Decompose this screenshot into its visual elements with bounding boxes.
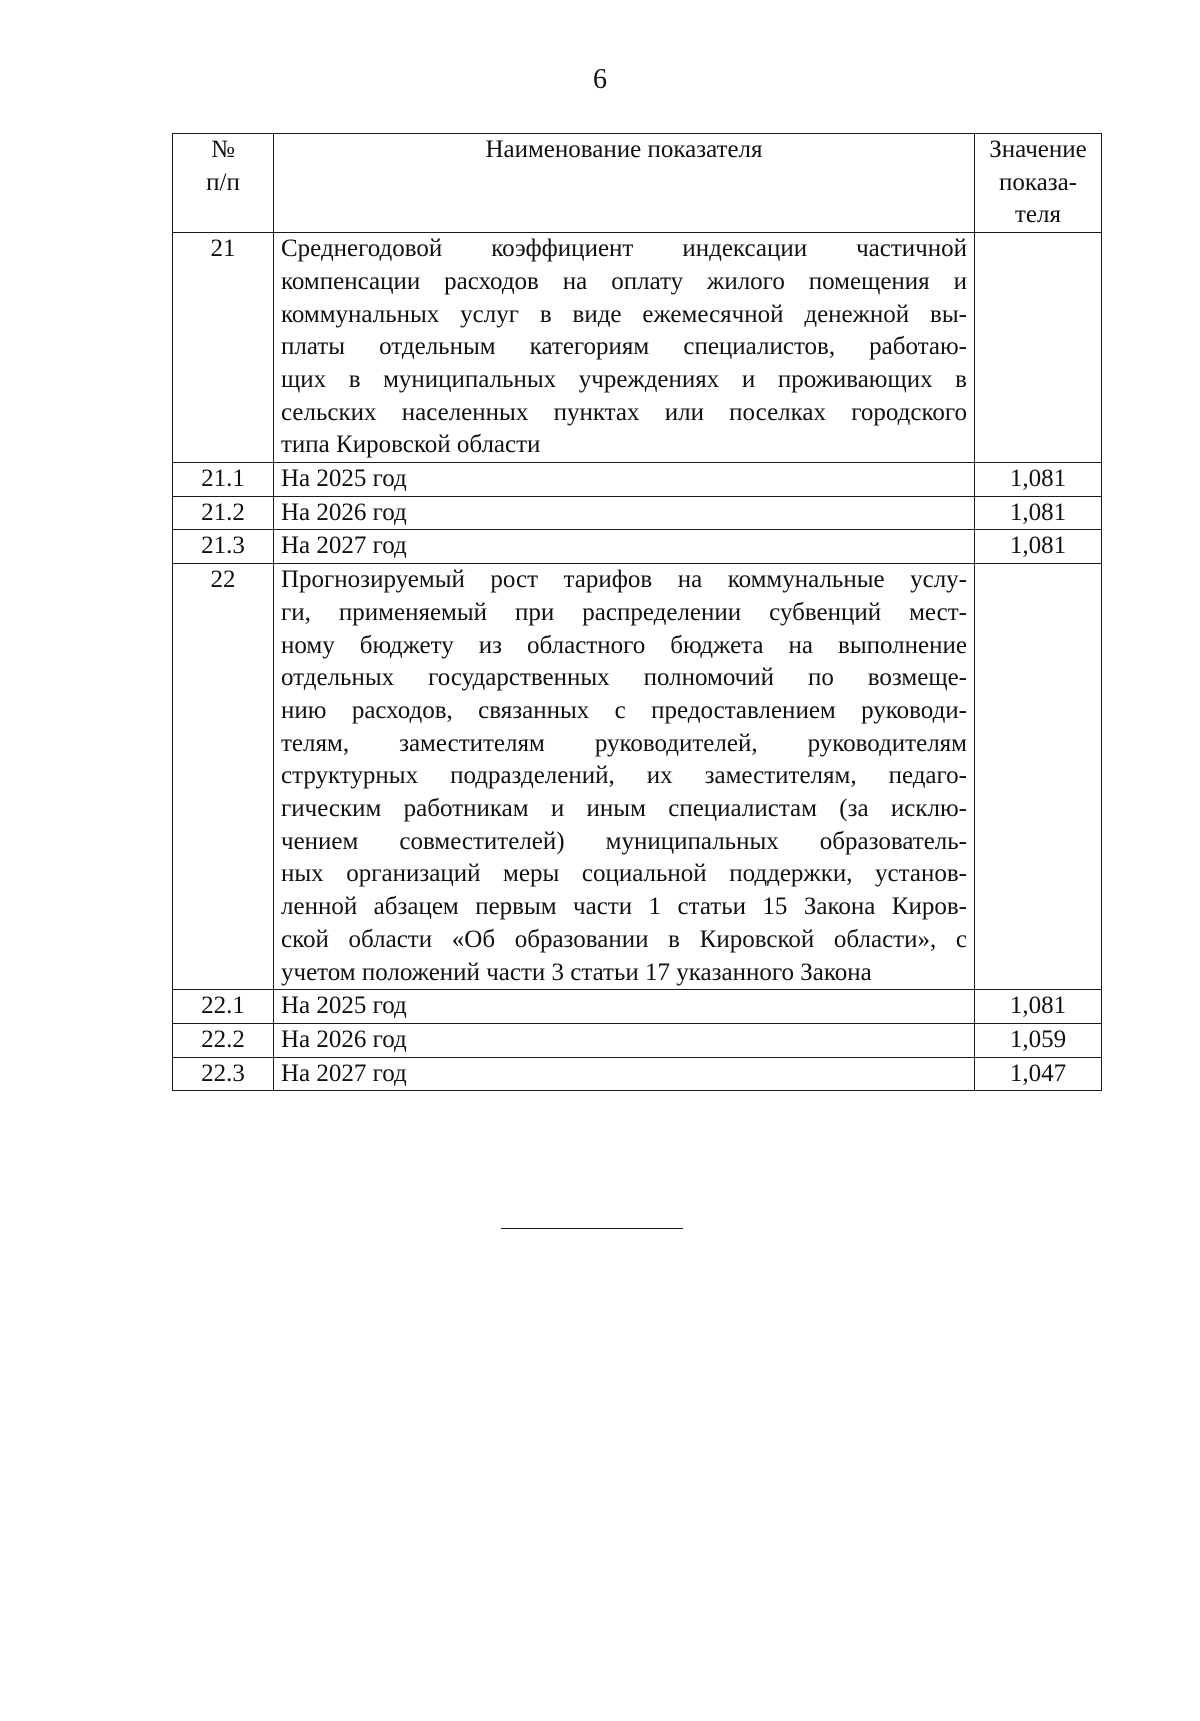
page-number: 6 (593, 64, 607, 95)
row-name-cell (274, 1023, 975, 1057)
row-name-line: Среднегодовой коэффициент индексации частичной (281, 235, 967, 263)
row-name-line: ных организаций меры социальной поддержки, установ- (281, 860, 967, 888)
row-name-line: нию расходов, связанных с предоставлением руководи- (281, 696, 967, 724)
row-name-line: телям, заместителям руководителей, руководителям (281, 729, 967, 757)
table-row (173, 564, 1102, 990)
row-name-line: структурных подразделений, их заместителям, педаго- (281, 762, 967, 790)
table-row (173, 233, 1102, 463)
row-name-line: коммунальных услуг в виде ежемесячной денежной вы- (281, 300, 967, 328)
row-value-cell: 1,081 (975, 463, 1102, 497)
row-name-line: ленной абзацем первым части 1 статьи 15 Закона Киров- (281, 893, 967, 921)
row-name-cell (274, 496, 975, 530)
row-name-line: сельских населенных пунктах или поселках городского (281, 398, 967, 426)
header-name-cell (274, 134, 975, 233)
table-row (173, 1023, 1102, 1057)
table-body (173, 233, 1102, 1091)
closing-rule (501, 1228, 683, 1229)
table-row (173, 990, 1102, 1024)
row-value-cell: 1,081 (975, 496, 1102, 530)
header-number-line: п/п (206, 168, 240, 196)
row-number-cell: 21.2 (173, 496, 274, 530)
row-number-cell: 21 (173, 233, 274, 463)
row-name-line: На 2027 год (281, 1059, 407, 1087)
row-name-cell (274, 530, 975, 564)
header-value-cell (975, 134, 1102, 233)
header-value-line: показа- (998, 168, 1078, 196)
row-number-cell: 22.3 (173, 1057, 274, 1091)
header-name-label: Наименование показателя (485, 136, 763, 163)
row-name-line: На 2025 год (281, 465, 407, 493)
row-value-cell (975, 233, 1102, 463)
row-name-line: платы отдельным категориям специалистов, работаю- (281, 333, 967, 361)
row-name-line: чением совместителей) муниципальных образователь- (281, 827, 967, 855)
row-name-line: На 2026 год (281, 1025, 407, 1053)
row-value-cell: 1,081 (975, 990, 1102, 1024)
row-name-line: отдельных государственных полномочий по возмеще- (281, 664, 967, 692)
header-number-cell (173, 134, 274, 233)
header-value-line: теля (1015, 201, 1061, 229)
row-value-cell: 1,047 (975, 1057, 1102, 1091)
row-name-line: учетом положений части 3 статьи 17 указанного Закона (281, 958, 872, 986)
row-name-line: На 2025 год (281, 992, 407, 1020)
row-number-cell: 21.1 (173, 463, 274, 497)
row-name-line: ному бюджету из областного бюджета на выполнение (281, 631, 967, 659)
row-number-cell: 22.2 (173, 1023, 274, 1057)
header-value-line: Значение (989, 136, 1087, 163)
table-row (173, 1057, 1102, 1091)
row-name-cell (274, 463, 975, 497)
table-row (173, 496, 1102, 530)
row-name-line: типа Кировской области (281, 431, 541, 459)
row-name-line: Прогнозируемый рост тарифов на коммунальные услу- (281, 566, 967, 594)
row-name-line: компенсации расходов на оплату жилого помещения и (281, 267, 967, 295)
table-row (173, 530, 1102, 564)
row-name-line: На 2026 год (281, 498, 407, 526)
row-value-cell: 1,059 (975, 1023, 1102, 1057)
row-value-cell: 1,081 (975, 530, 1102, 564)
row-number-cell: 22.1 (173, 990, 274, 1024)
row-value-cell (975, 564, 1102, 990)
row-name-cell (274, 564, 975, 990)
row-name-line: ги, применяемый при распределении субвенций мест- (281, 598, 967, 626)
row-name-cell (274, 233, 975, 463)
indicators-table (172, 133, 1102, 1091)
row-number-cell: 22 (173, 564, 274, 990)
row-name-line: щих в муниципальных учреждениях и проживающих в (281, 365, 967, 393)
row-name-line: На 2027 год (281, 532, 407, 560)
row-number-cell: 21.3 (173, 530, 274, 564)
row-name-cell (274, 1057, 975, 1091)
row-name-cell (274, 990, 975, 1024)
header-number-line: № (211, 136, 235, 163)
table-row (173, 463, 1102, 497)
table-header-row (173, 134, 1102, 233)
row-name-line: ской области «Об образовании в Кировской области», с (281, 925, 967, 953)
row-name-line: гическим работникам и иным специалистам (за исклю- (281, 795, 967, 823)
